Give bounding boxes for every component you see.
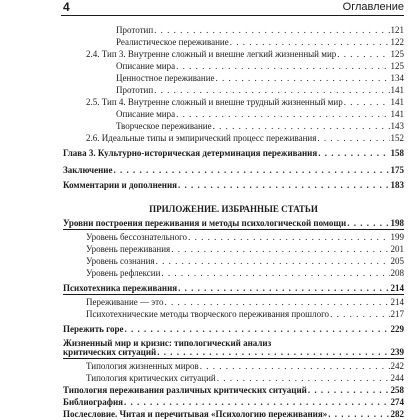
toc-entry-methods[interactable] [86,309,404,319]
toc-entry-page: 199 [390,232,404,242]
toc-entry-typology-worlds[interactable] [86,361,404,371]
toc-entry-unconscious[interactable] [86,232,404,242]
toc-entry-world-description-1[interactable] [116,61,404,71]
toc-entry-survive-grief[interactable] [63,324,404,334]
toc-entry-text: Типология критических ситуаций [86,373,216,383]
toc-entry-page: 258 [390,385,404,395]
toc-entry-text: Пережить горе [63,324,124,334]
toc-entry-2-4[interactable] [86,49,404,59]
toc-entry-page: 158 [390,148,404,158]
toc-entry-text: Творческое переживание [116,121,212,131]
toc-entry-experience-level[interactable] [86,244,404,254]
toc-entry-text: Заключение [63,165,113,175]
toc-entry-text: Психотехника переживания [63,283,178,293]
toc-entry-text: Уровень сознания [86,256,155,266]
toc-entry-2-6[interactable] [86,133,404,143]
appendix-heading: ПРИЛОЖЕНИЕ. ИЗБРАННЫЕ СТАТЬИ [149,204,318,214]
toc-entry-page: 141 [390,85,404,95]
toc-entry-text: Уровень бессознательного [86,232,188,242]
toc-entry-comments[interactable] [63,180,404,190]
toc-entry-text: Ценностное переживание [116,73,215,83]
toc-entry-page: 205 [390,256,404,266]
toc-entry-page: 217 [390,309,404,319]
toc-entry-reflexion[interactable] [86,268,404,278]
toc-entry-text: критических ситуаций [63,347,157,357]
toc-entry-text: Уровни построения переживания и методы психологической помощи [63,218,347,228]
toc-entry-page: 121 [390,25,404,35]
toc-entry-2-5[interactable] [86,97,404,107]
toc-entry-chapter-3[interactable] [63,148,404,158]
toc-entry-page: 183 [390,180,404,190]
page-number: 4 [63,0,70,14]
toc-entry-typology-experience[interactable] [63,385,404,395]
running-header-title: Оглавление [342,1,404,13]
toc-entry-page: 141 [390,97,404,107]
toc-entry-text: Переживание — это [86,297,164,307]
toc-entry-page: 122 [390,37,404,47]
toc-entry-page: 141 [390,109,404,119]
toc-entry-text: Уровень рефлексии [86,268,161,278]
toc-entry-realistic[interactable] [116,37,404,47]
toc-entry-text: Глава 3. Культурно-историческая детерминация переживания [63,148,318,158]
toc-entry-text: 2.4. Тип 3. Внутренне сложный и внешне легкий жизненный мир [86,49,337,59]
toc-entry-page: 242 [390,361,404,371]
toc-entry-technique[interactable] [63,283,404,293]
toc-entry-text: Комментарии и дополнения [63,180,178,190]
toc-entry-life-world-line-1: Жизненный мир и кризис: типологический анализ [63,338,272,348]
toc-entry-text: 2.6. Идеальные типы и эмпирический процесс переживания [86,133,317,143]
toc-entry-conclusion[interactable] [63,165,404,175]
toc-entry-page: 274 [390,397,404,407]
toc-entry-page: 134 [390,73,404,83]
toc-entry-text: 2.5. Тип 4. Внутренне сложный и внешне трудный жизненный мир [86,97,343,107]
toc-entry-value[interactable] [116,73,404,83]
toc-entry-page: 143 [390,121,404,131]
toc-entry-page: 214 [390,283,404,293]
toc-entry-prototype-2[interactable] [116,85,404,95]
toc-entry-consciousness[interactable] [86,256,404,266]
toc-entry-text: Типология переживания различных критических ситуаций [63,385,307,395]
toc-entry-text: Описание мира [116,109,176,119]
toc-entry-creative[interactable] [116,121,404,131]
toc-entry-page: 198 [390,218,404,228]
toc-entry-typology-critical[interactable] [86,373,404,383]
toc-entry-text: Прототип [116,25,154,35]
toc-entry-text: Описание мира [116,61,176,71]
toc-entry-prototype-1[interactable] [116,25,404,35]
entry-rule [63,294,404,295]
toc-entry-levels[interactable] [63,218,404,228]
toc-entry-world-description-2[interactable] [116,109,404,119]
toc-entry-bibliography[interactable] [63,397,404,407]
header-rule [61,15,404,16]
toc-entry-text: Послесловие. Читая и перечитывая «Психологию переживания» [63,409,328,419]
toc-entry-page: 175 [390,165,404,175]
toc-entry-afterword[interactable] [63,409,404,419]
toc-entry-page: 201 [390,244,404,254]
entry-rule [63,229,404,230]
toc-entry-page: 208 [390,268,404,278]
toc-entry-page: 214 [390,297,404,307]
toc-entry-text: Прототип [116,85,154,95]
toc-entry-page: 229 [390,324,404,334]
toc-entry-page: 152 [390,133,404,143]
toc-entry-page: 282 [390,409,404,419]
toc-entry-life-world[interactable] [63,347,404,357]
toc-entry-page: 125 [390,49,404,59]
entry-rule [63,358,404,359]
toc-entry-page: 125 [390,61,404,71]
toc-entry-page: 239 [390,347,404,357]
toc-entry-text: Психотехнические методы творческого переживания прошлого [86,309,330,319]
toc-entry-text: Типология жизненных миров [86,361,199,371]
toc-entry-text: Реалистическое переживание [116,37,229,47]
toc-entry-page: 244 [390,373,404,383]
toc-entry-text: Библиография [63,397,124,407]
toc-entry-is-what[interactable] [86,297,404,307]
toc-entry-text: Уровень переживания [86,244,171,254]
